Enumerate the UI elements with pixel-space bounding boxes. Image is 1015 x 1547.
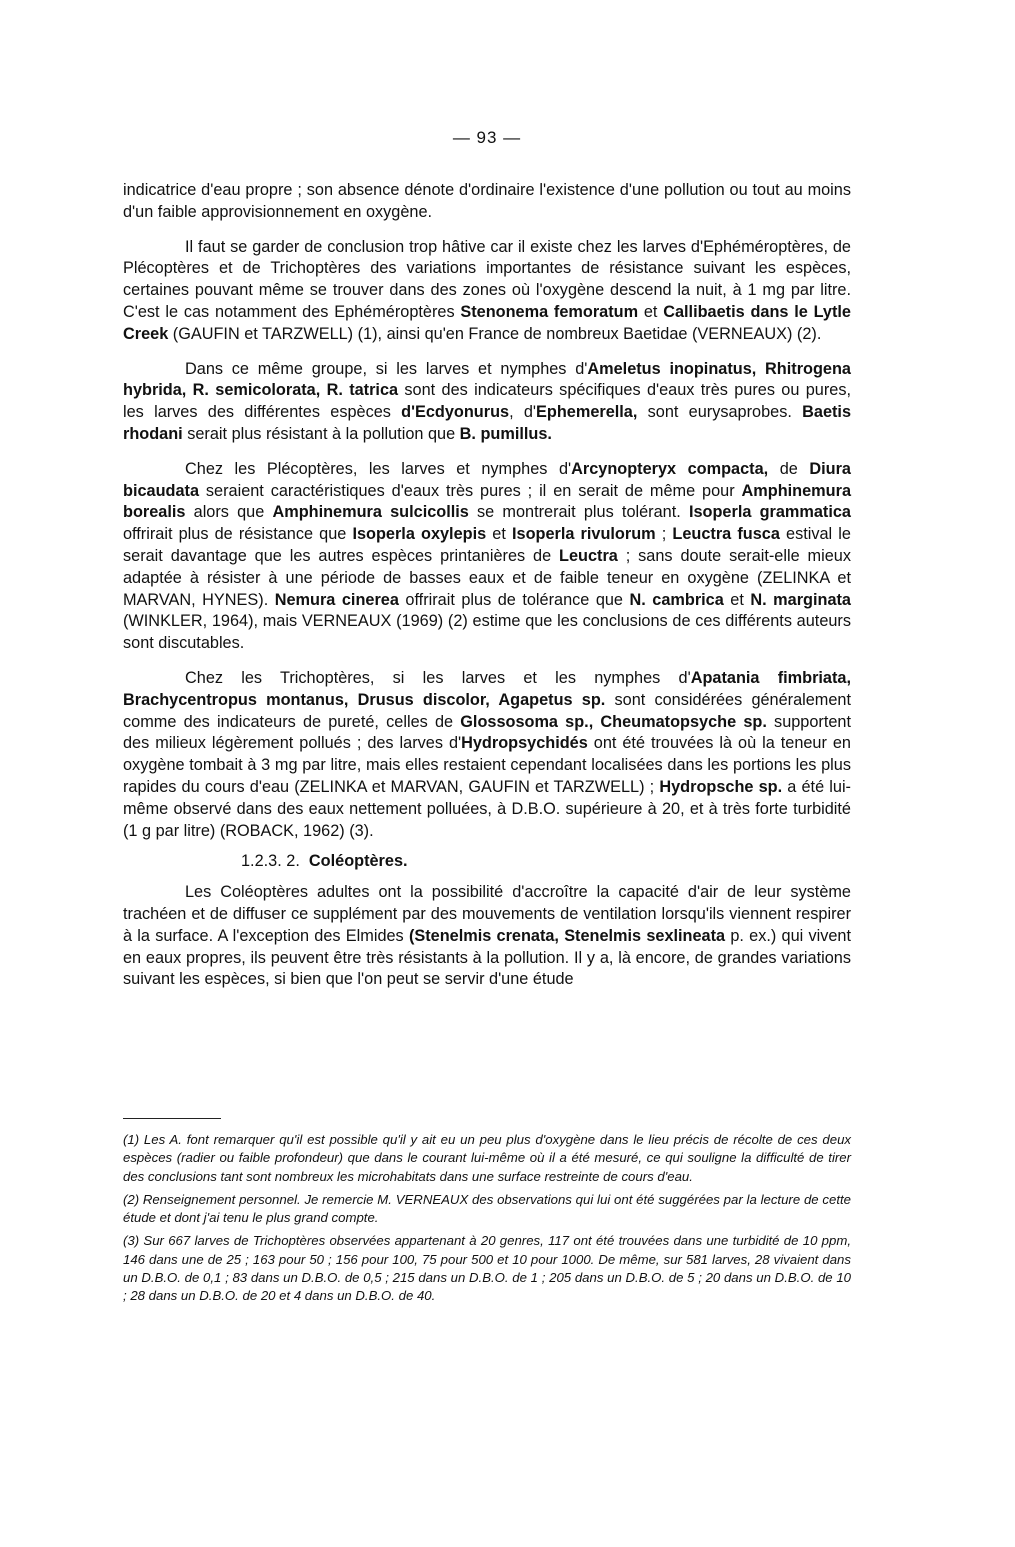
paragraph xyxy=(123,882,851,991)
species-name: Leuctra xyxy=(559,546,618,565)
text-run: sont considérées généralement comme des indicateurs de pureté, celles de xyxy=(123,690,852,731)
text-run: , d' xyxy=(509,403,537,422)
text-run: Chez les Trichoptères, si les larves et les nymphes d' xyxy=(185,668,691,687)
page-number: — 93 — xyxy=(452,128,522,147)
text-run: sont des indicateurs spécifiques d'eaux très pures ou pures, les larves des différentes espèces xyxy=(123,381,852,422)
species-name: Amphinemura borealis xyxy=(123,481,851,522)
body-text xyxy=(123,180,851,991)
footnote: (1) Les A. font remarquer qu'il est possible qu'il y ait eu un peu plus d'oxygène dans le lieu précis de récolte de ces deux espèces (radier ou faible profondeur) que dans le courant lui-même où il a été mesuré, ce qui souligne la difficulté de tirer des conclusions tant sont nombreux les microhabitats dans une surface restreinte de cours d'eau. xyxy=(123,1132,851,1184)
species-name: d'Ecdyonurus xyxy=(401,403,510,422)
text-run: ; sans doute serait-elle mieux adaptée à résister à une période de basses eaux et de faible teneur en oxygène (ZELINKA et MARVAN, HYNES). xyxy=(123,546,851,609)
footnotes xyxy=(123,1131,851,1311)
text-run: Chez les Plécoptères, les larves et nymphes d' xyxy=(185,459,572,478)
paragraph xyxy=(123,237,851,346)
species-name: Callibaetis dans le Lytle Creek xyxy=(123,302,851,343)
species-name: Isoperla oxylepis xyxy=(352,525,487,544)
species-name: Diura bicaudata xyxy=(123,459,851,500)
text-run: et xyxy=(723,590,751,609)
species-name: Amphinemura sulcicollis xyxy=(272,503,469,522)
paragraph-list xyxy=(123,180,851,842)
text-run: estival le serait davantage que les autres espèces printanières de xyxy=(123,525,851,565)
species-name: Isoperla grammatica xyxy=(688,503,851,522)
paragraph xyxy=(123,359,851,446)
text-run: Les Coléoptères adultes ont la possibilité d'accroître la capacité d'air de leur système trachéen et de diffuser ce supplément par des mouvements de ventilation lorsqu'ils viennent respirer à la surface. A l'exception des Elmides xyxy=(123,883,851,945)
species-name: (Stenelmis crenata, Stenelmis sexlineata xyxy=(408,926,726,945)
text-run: sont eurysaprobes. xyxy=(637,403,803,422)
species-name: Apatania fimbriata, Brachycentropus montanus, Drusus discolor, Agapetus sp. xyxy=(123,668,851,709)
footnote-separator xyxy=(123,1118,221,1119)
text-run: p. ex.) qui vivent en eaux propres, ils peuvent être très résistants à la pollution. Il y a, là encore, de grandes variations suivant les espèces, si bien que l'on peut se servir d'une étude xyxy=(123,926,852,989)
species-name: B. pumillus. xyxy=(459,424,552,443)
text-run: serait plus résistant à la pollution que xyxy=(182,424,460,443)
text-run: Dans ce même groupe, si les larves et nymphes d' xyxy=(185,359,588,378)
section-heading xyxy=(123,851,851,873)
footnote: (3) Sur 667 larves de Trichoptères observées appartenant à 20 genres, 117 ont été trouvées dans une turbidité de 10 ppm, 146 dans une de 25 ; 163 pour 50 ; 156 pour 100, 75 pour 500 et 10 pour 1000. De même, sur 581 larves, 28 vivaient dans un D.B.O. de 0,1 ; 83 dans un D.B.O. de 0,5 ; 215 dans un D.B.O. de 1 ; 205 dans un D.B.O. de 5 ; 20 dans un D.B.O. de 10 ; 28 dans un D.B.O. de 20 et 4 dans un D.B.O. de 40. xyxy=(123,1233,851,1304)
paragraph-list-after-heading xyxy=(123,882,851,991)
text-run: Il faut se garder de conclusion trop hâtive car il existe chez les larves d'Ephéméroptères, de Plécoptères et de Trichoptères des variations importantes de résistance suivant les espèces, certaines pouvant même se trouver dans des zones où l'oxygène descend la nuit, à 1 mg par litre. C'est le cas notamment des Ephéméroptères xyxy=(123,237,851,321)
text-run: supportent des milieux légèrement pollués ; des larves d' xyxy=(123,712,851,753)
text-run: a été lui-même observé dans des eaux nettement polluées, à D.B.O. supérieure à 20, et à très forte turbidité (1 g par litre) (ROBACK, 1962) (3). xyxy=(123,777,851,840)
text-run: indicatrice d'eau propre ; son absence dénote d'ordinaire l'existence d'une pollution ou tout au moins d'un faible approvisionnement en oxygène. xyxy=(123,181,851,221)
text-run: de xyxy=(768,459,810,478)
species-name: Arcynopteryx compacta, xyxy=(571,459,769,478)
text-run: et xyxy=(486,525,512,544)
species-name: Hydropsche sp. xyxy=(659,777,783,796)
section-number: 1.2.3. 2. xyxy=(241,852,300,871)
text-run: ; xyxy=(655,525,673,544)
species-name: N. cambrica xyxy=(629,590,724,609)
species-name: Stenonema femoratum xyxy=(460,302,639,321)
paragraph xyxy=(123,459,851,655)
species-name: Isoperla rivulorum xyxy=(511,525,656,544)
text-run: (GAUFIN et TARZWELL) (1), ainsi qu'en France de nombreux Baetidae (VERNEAUX) (2). xyxy=(168,324,822,343)
species-name: Ephemerella, xyxy=(536,403,638,422)
text-run: et xyxy=(638,302,664,321)
text-run: offrirait plus de tolérance que xyxy=(398,590,630,609)
species-name: Glossosoma sp., Cheumatopsyche sp. xyxy=(460,712,767,731)
footnote: (2) Renseignement personnel. Je remercie M. VERNEAUX des observations qui lui ont été suggérées par la lecture de cette étude et dont j'ai tenu le plus grand compte. xyxy=(123,1191,851,1226)
species-name: Ameletus inopinatus, Rhitrogena hybrida, R. semicolorata, R. tatrica xyxy=(123,359,851,400)
paragraph xyxy=(123,668,851,842)
species-name: Hydropsychidés xyxy=(461,734,588,753)
species-name: Nemura cinerea xyxy=(274,590,399,609)
text-run: seraient caractéristiques d'eaux très pures ; il en serait de même pour xyxy=(199,481,742,500)
species-name: Leuctra fusca xyxy=(672,525,780,544)
text-run: se montrerait plus tolérant. xyxy=(468,503,689,522)
species-name: Baetis rhodani xyxy=(123,403,851,443)
paragraph xyxy=(123,180,851,224)
text-run: alors que xyxy=(185,503,273,522)
text-run: (WINKLER, 1964), mais VERNEAUX (1969) (2) estime que les conclusions de ces différents auteurs sont discutables. xyxy=(123,612,851,653)
section-title: Coléoptères. xyxy=(308,852,408,871)
text-run: ont été trouvées là où la teneur en oxygène tombait à 3 mg par litre, mais elles restaient cependant localisées dans les portions les plus rapides du cours d'eau (ZELINKA et MARVAN, GAUFIN et TARZWELL) ; xyxy=(123,734,851,796)
species-name: N. marginata xyxy=(750,590,851,609)
text-run: offrirait plus de résistance que xyxy=(123,525,353,544)
